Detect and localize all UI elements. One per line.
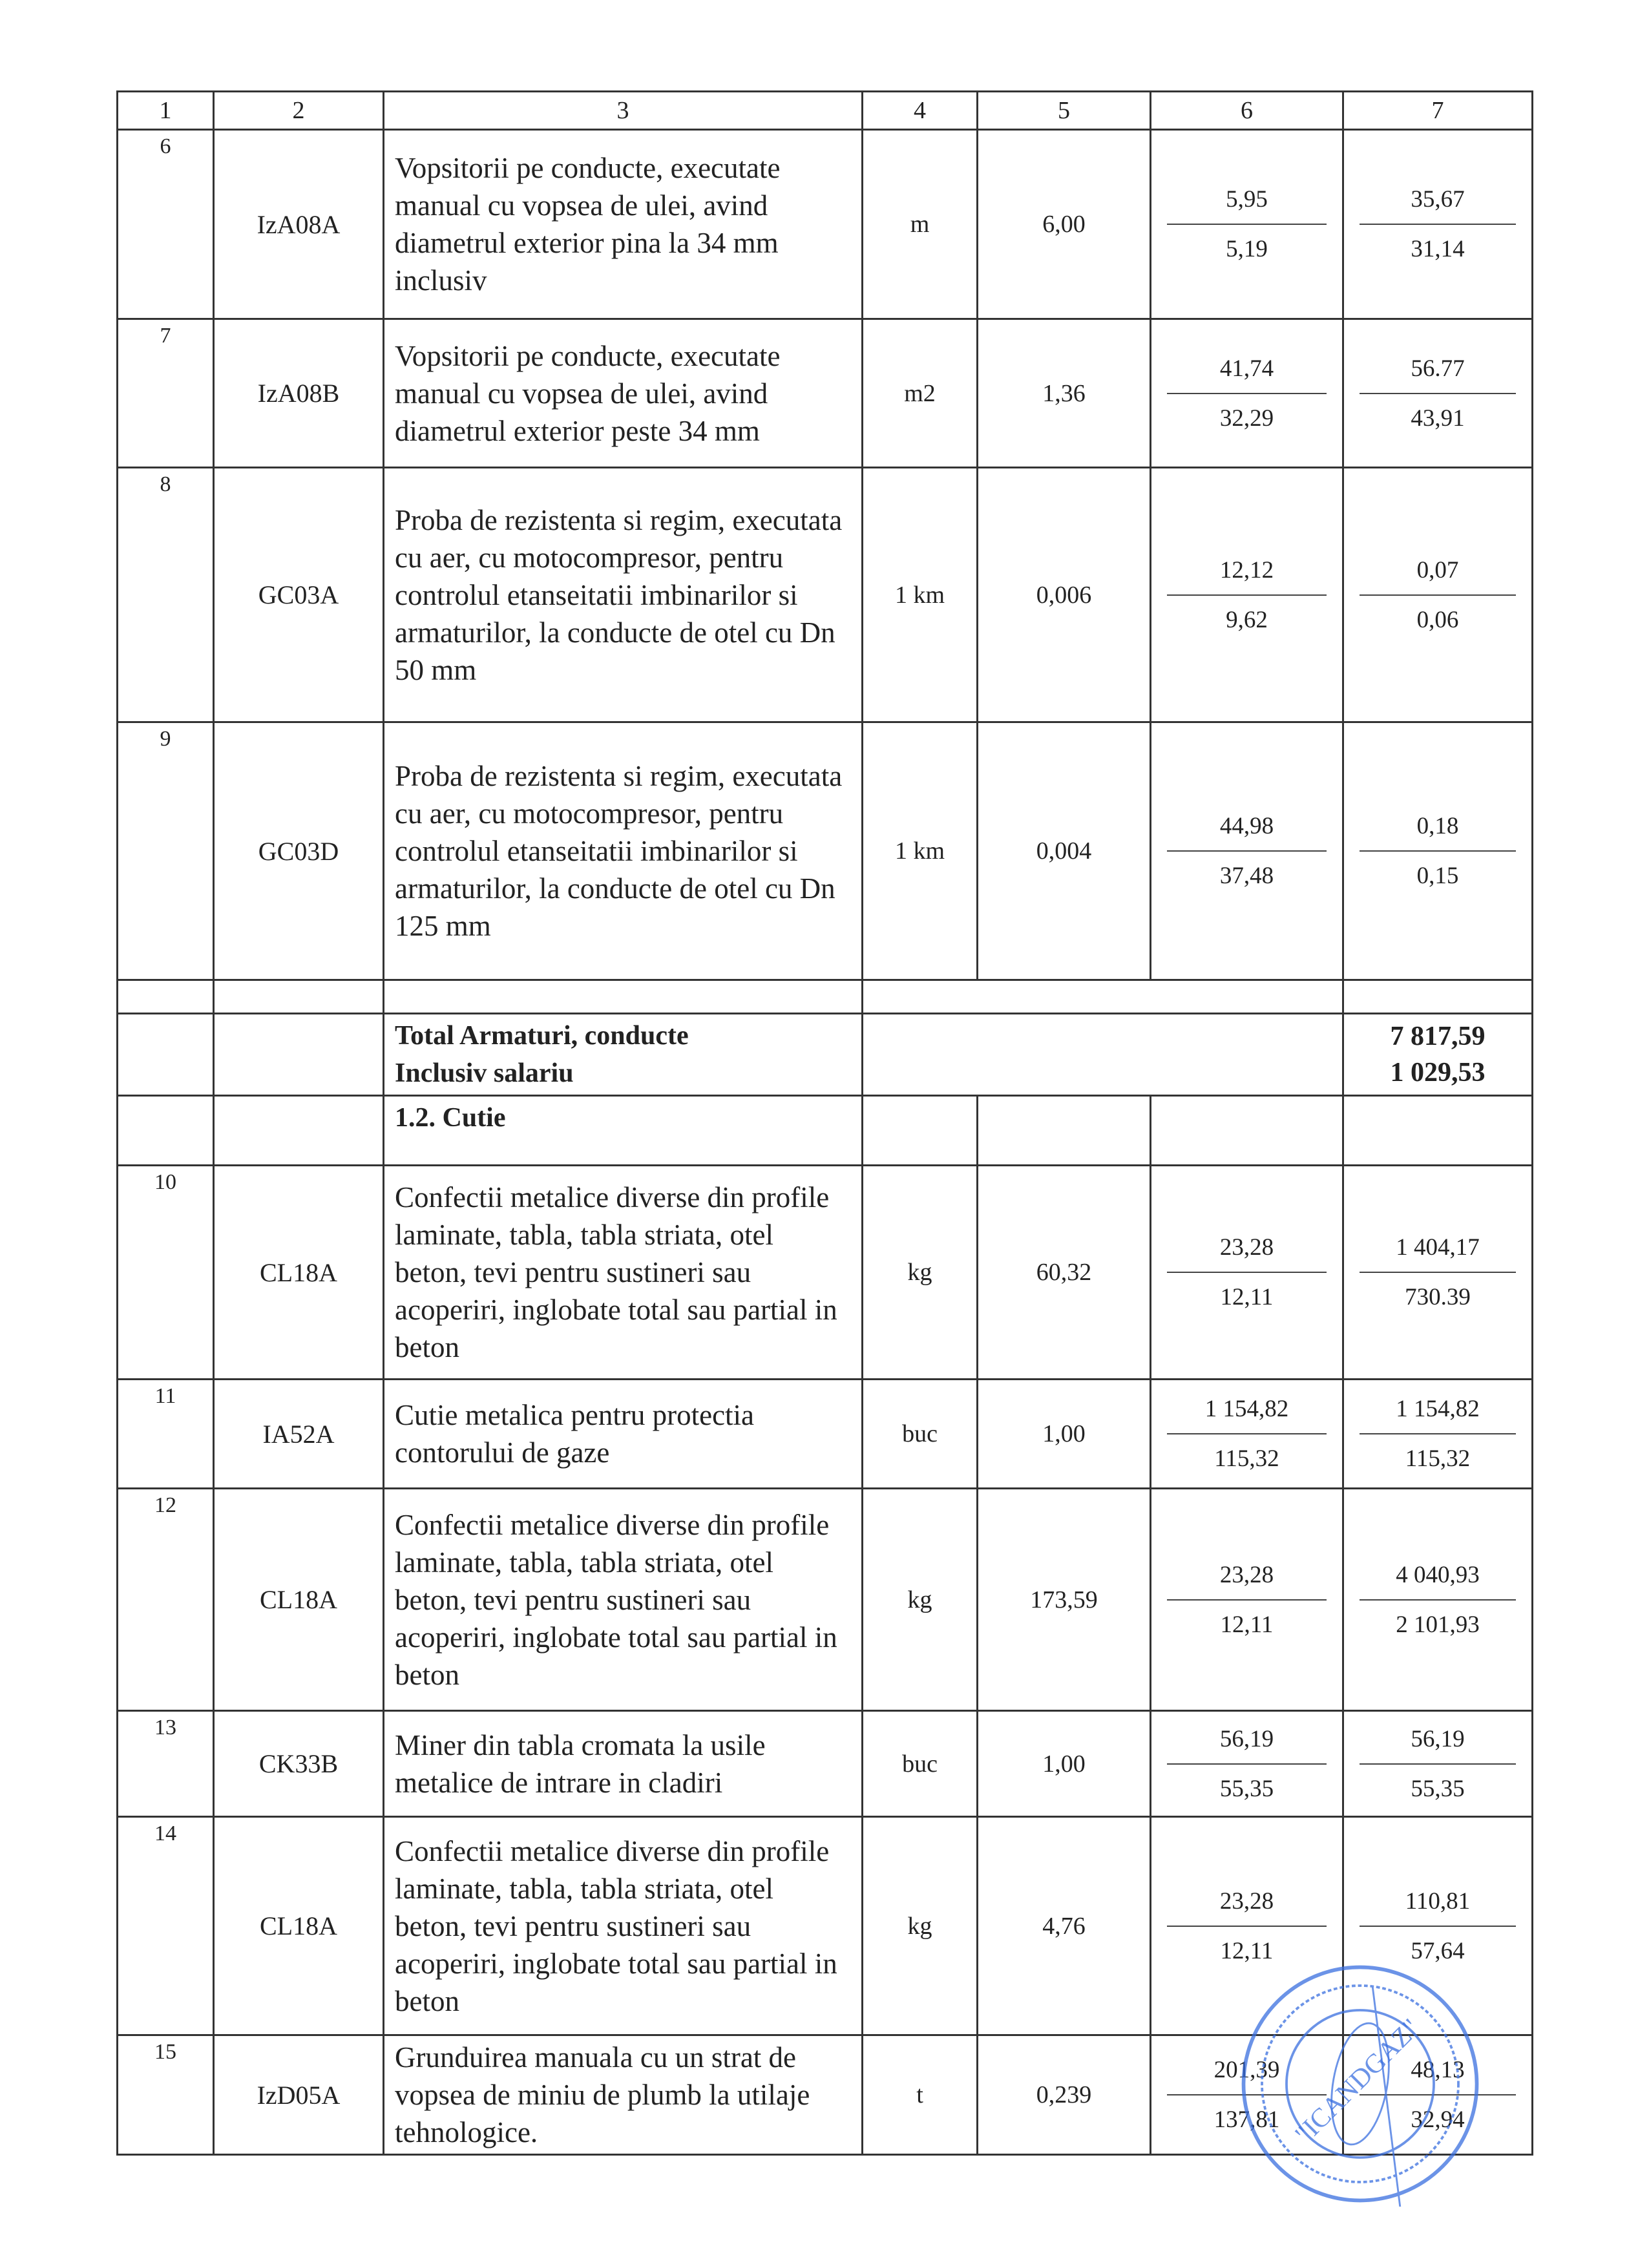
col-header: 4 [863,92,978,130]
work-description: Cutie metalica pentru protectia contorului de gaze [384,1380,863,1489]
unit: m [863,130,978,319]
cost-salary: 32,94 [1411,2106,1465,2133]
norm-code: CK33B [214,1711,384,1817]
unit: buc [863,1380,978,1489]
work-description: Proba de rezistenta si regim, executata cu aer, cu motocompresor, pentru controlul etanseitatii imbinarilor si armaturilor, la conducte de otel cu Dn 50 mm [384,468,863,722]
estimate-table [116,90,1533,2156]
table-row [118,722,1533,980]
table-row [118,1380,1533,1489]
salary-value: 1 029,53 [1390,1058,1486,1087]
row-number: 12 [118,1489,214,1711]
work-description: Vopsitorii pe conducte, executate manual cu vopsea de ulei, avind diametrul exterior peste 34 mm [384,319,863,468]
row-number: 11 [118,1380,214,1489]
norm-code: IzA08A [214,130,384,319]
col-header: 1 [118,92,214,130]
unit: kg [863,1489,978,1711]
price-total: 12,12 [1219,556,1274,583]
norm-code: GC03A [214,468,384,722]
unit-price [1151,722,1343,980]
unit-price [1151,1711,1343,1817]
cost-salary: 31,14 [1411,236,1465,262]
unit: m2 [863,319,978,468]
norm-code: GC03D [214,722,384,980]
price-total: 23,28 [1219,1561,1274,1588]
total-cost [1343,319,1533,468]
row-number: 6 [118,130,214,319]
table-row [118,1711,1533,1817]
cost-total: 35,67 [1411,186,1465,213]
norm-code: IzA08B [214,319,384,468]
row-number: 13 [118,1711,214,1817]
unit: 1 km [863,468,978,722]
price-total: 5,95 [1226,186,1268,213]
norm-code: CL18A [214,1166,384,1380]
col-header: 3 [384,92,863,130]
cost-total: 1 404,17 [1396,1234,1480,1261]
price-salary: 9,62 [1226,606,1268,633]
quantity: 1,36 [978,319,1151,468]
section-row [118,1096,1533,1166]
price-salary: 12,11 [1220,1611,1274,1638]
col-header: 5 [978,92,1151,130]
section-title: 1.2. Cutie [384,1096,863,1166]
cost-salary: 2 101,93 [1396,1611,1480,1638]
col-header: 7 [1343,92,1533,130]
price-salary: 32,29 [1219,404,1274,432]
price-total: 1 154,82 [1204,1396,1289,1422]
total-values [1343,1014,1533,1096]
svg-text:"ICANDGAZ": "ICANDGAZ" [1289,2013,1426,2150]
header-row [118,92,1533,130]
cost-total: 0,07 [1416,556,1459,583]
quantity: 173,59 [978,1489,1151,1711]
cost-salary: 730.39 [1405,1284,1471,1310]
work-description: Proba de rezistenta si regim, executata cu aer, cu motocompresor, pentru controlul etanseitatii imbinarilor si armaturilor, la conducte de otel cu Dn 125 mm [384,722,863,980]
cost-total: 56,19 [1411,1725,1465,1752]
cost-salary: 43,91 [1411,404,1465,432]
company-stamp [1237,1961,1483,2207]
cost-total: 1 154,82 [1396,1396,1480,1422]
cost-total: 56.77 [1411,355,1465,382]
unit: kg [863,1166,978,1380]
price-salary: 5,19 [1226,236,1268,262]
price-total: 23,28 [1219,1234,1274,1261]
unit-price [1151,1380,1343,1489]
price-salary: 115,32 [1214,1445,1279,1472]
total-value: 7 817,59 [1390,1022,1486,1051]
total-cost [1343,1166,1533,1380]
row-number: 14 [118,1817,214,2035]
row-number: 8 [118,468,214,722]
work-description: Confectii metalice diverse din profile laminate, tabla, tabla striata, otel beton, tevi pentru sustineri sau acoperiri, inglobate total sau partial in beton [384,1817,863,2035]
table-row [118,468,1533,722]
price-salary: 12,11 [1220,1937,1274,1964]
row-number: 9 [118,722,214,980]
total-label-1: Total Armaturi, conducte [395,1021,689,1051]
quantity: 0,006 [978,468,1151,722]
cost-total: 110,81 [1405,1887,1471,1915]
price-total: 201,39 [1213,2057,1280,2083]
unit-price [1151,319,1343,468]
norm-code: IzD05A [214,2035,384,2155]
unit: buc [863,1711,978,1817]
total-row [118,1014,1533,1096]
table-row [118,130,1533,319]
quantity: 1,00 [978,1711,1151,1817]
cost-total: 48,13 [1411,2057,1465,2083]
norm-code: CL18A [214,1817,384,2035]
table-row [118,1489,1533,1711]
total-cost [1343,1380,1533,1489]
unit: 1 km [863,722,978,980]
work-description: Vopsitorii pe conducte, executate manual cu vopsea de ulei, avind diametrul exterior pina la 34 mm inclusiv [384,130,863,319]
quantity: 4,76 [978,1817,1151,2035]
norm-code: CL18A [214,1489,384,1711]
price-salary: 137,81 [1213,2106,1280,2133]
cost-salary: 0,15 [1416,863,1459,889]
total-cost [1343,468,1533,722]
unit-price [1151,1489,1343,1711]
cost-total: 0,18 [1416,813,1459,839]
unit-price [1151,130,1343,319]
total-cost [1343,130,1533,319]
table-row [118,1166,1533,1380]
cost-salary: 0,06 [1416,606,1459,633]
price-salary: 37,48 [1219,863,1274,889]
total-cost [1343,722,1533,980]
quantity: 0,239 [978,2035,1151,2155]
quantity: 1,00 [978,1380,1151,1489]
unit-price [1151,468,1343,722]
quantity: 6,00 [978,130,1151,319]
unit: kg [863,1817,978,2035]
price-total: 44,98 [1219,813,1274,839]
empty-row [118,980,1533,1014]
total-cost [1343,1711,1533,1817]
col-header: 2 [214,92,384,130]
price-total: 23,28 [1219,1887,1274,1915]
unit-price [1151,1166,1343,1380]
col-header: 6 [1151,92,1343,130]
price-salary: 55,35 [1219,1775,1274,1802]
price-total: 56,19 [1219,1725,1274,1752]
quantity: 0,004 [978,722,1151,980]
cost-salary: 115,32 [1405,1445,1471,1472]
cost-salary: 55,35 [1411,1775,1465,1802]
row-number: 15 [118,2035,214,2155]
work-description: Confectii metalice diverse din profile laminate, tabla, tabla striata, otel beton, tevi pentru sustineri sau acoperiri, inglobate total sau partial in beton [384,1166,863,1380]
price-salary: 12,11 [1220,1284,1274,1310]
total-label-2: Inclusiv salariu [395,1058,574,1088]
work-description: Miner din tabla cromata la usile metalice de intrare in cladiri [384,1711,863,1817]
row-number: 10 [118,1166,214,1380]
row-number: 7 [118,319,214,468]
quantity: 60,32 [978,1166,1151,1380]
price-total: 41,74 [1219,355,1274,382]
total-cost [1343,1489,1533,1711]
work-description: Grunduirea manuala cu un strat de vopsea de miniu de plumb la utilaje tehnologice. [384,2035,863,2155]
cost-total: 4 040,93 [1396,1561,1480,1588]
work-description: Confectii metalice diverse din profile laminate, tabla, tabla striata, otel beton, tevi pentru sustineri sau acoperiri, inglobate total sau partial in beton [384,1489,863,1711]
norm-code: IA52A [214,1380,384,1489]
cost-salary: 57,64 [1411,1937,1465,1964]
unit: t [863,2035,978,2155]
table-row [118,319,1533,468]
total-label [384,1014,863,1096]
